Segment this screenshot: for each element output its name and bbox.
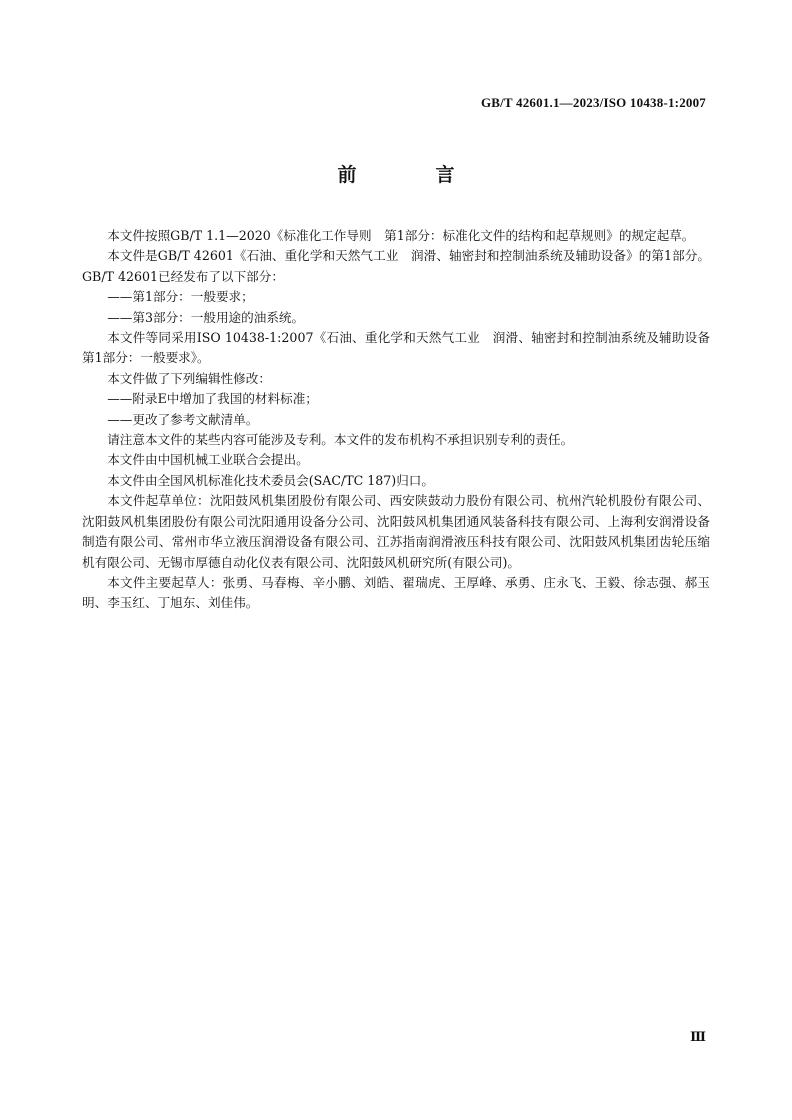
paragraph-series-part: 本文件是GB/T 42601《石油、重化学和天然气工业 润滑、轴密封和控制油系统及辅助设备》的第1部分。GB/T 42601已经发布了以下部分：	[82, 248, 710, 284]
list-item-part-1: ——第1部分：一般要求；	[107, 289, 254, 305]
paragraph-proposed-by: 本文件由中国机械工业联合会提出。	[107, 452, 309, 468]
list-item-part-3: ——第3部分：一般用途的油系统。	[107, 309, 305, 325]
paragraph-editorial-changes: 本文件做了下列编辑性修改：	[107, 370, 271, 386]
paragraph-drafting-rules: 本文件按照GB/T 1.1—2020《标准化工作导则 第1部分：标准化文件的结构和起草规则》的规定起草。	[107, 228, 695, 243]
paragraph-iso-adoption: 本文件等同采用ISO 10438-1:2007《石油、重化学和天然气工业 润滑、轴密封和控制油系统及辅助设备 第1部分：一般要求》。	[82, 330, 723, 366]
standard-number-header: GB/T 42601.1—2023/ISO 10438-1:2007	[480, 95, 706, 110]
page-number: Ⅲ	[690, 1029, 706, 1044]
paragraph-patent-notice: 请注意本文件的某些内容可能涉及专利。本文件的发布机构不承担识别专利的责任。	[107, 432, 574, 448]
paragraph-technical-committee: 本文件由全国风机标准化技术委员会(SAC/TC 187)归口。	[107, 472, 434, 488]
page-title: 前 言	[337, 164, 485, 186]
paragraph-drafting-organizations: 本文件起草单位：沈阳鼓风机集团股份有限公司、西安陕鼓动力股份有限公司、杭州汽轮机股份有限公司、沈阳鼓风机集团股份有限公司沈阳通用设备分公司、沈阳鼓风机集团通风装备科技有限公司、上海利安润滑设备制造有限公司、常州市华立液压润滑设备有限公司、江苏指南润滑液压科技有限公司、沈阳鼓风机集团齿轮压缩机有限公司、无锡市厚德自动化仪表有限公司、沈阳鼓风机研究所(有限公司)。	[82, 493, 710, 570]
paragraph-drafters: 本文件主要起草人：张勇、马春梅、辛小鹏、刘皓、翟瑞虎、王厚峰、承勇、庄永飞、王毅、徐志强、郝玉明、李玉红、丁旭东、刘佳伟。	[82, 574, 710, 611]
document-body	[82, 226, 723, 614]
list-item-bibliography: ——更改了参考文献清单。	[107, 411, 259, 427]
list-item-annex-e: ——附录E中增加了我国的材料标准；	[107, 391, 318, 407]
